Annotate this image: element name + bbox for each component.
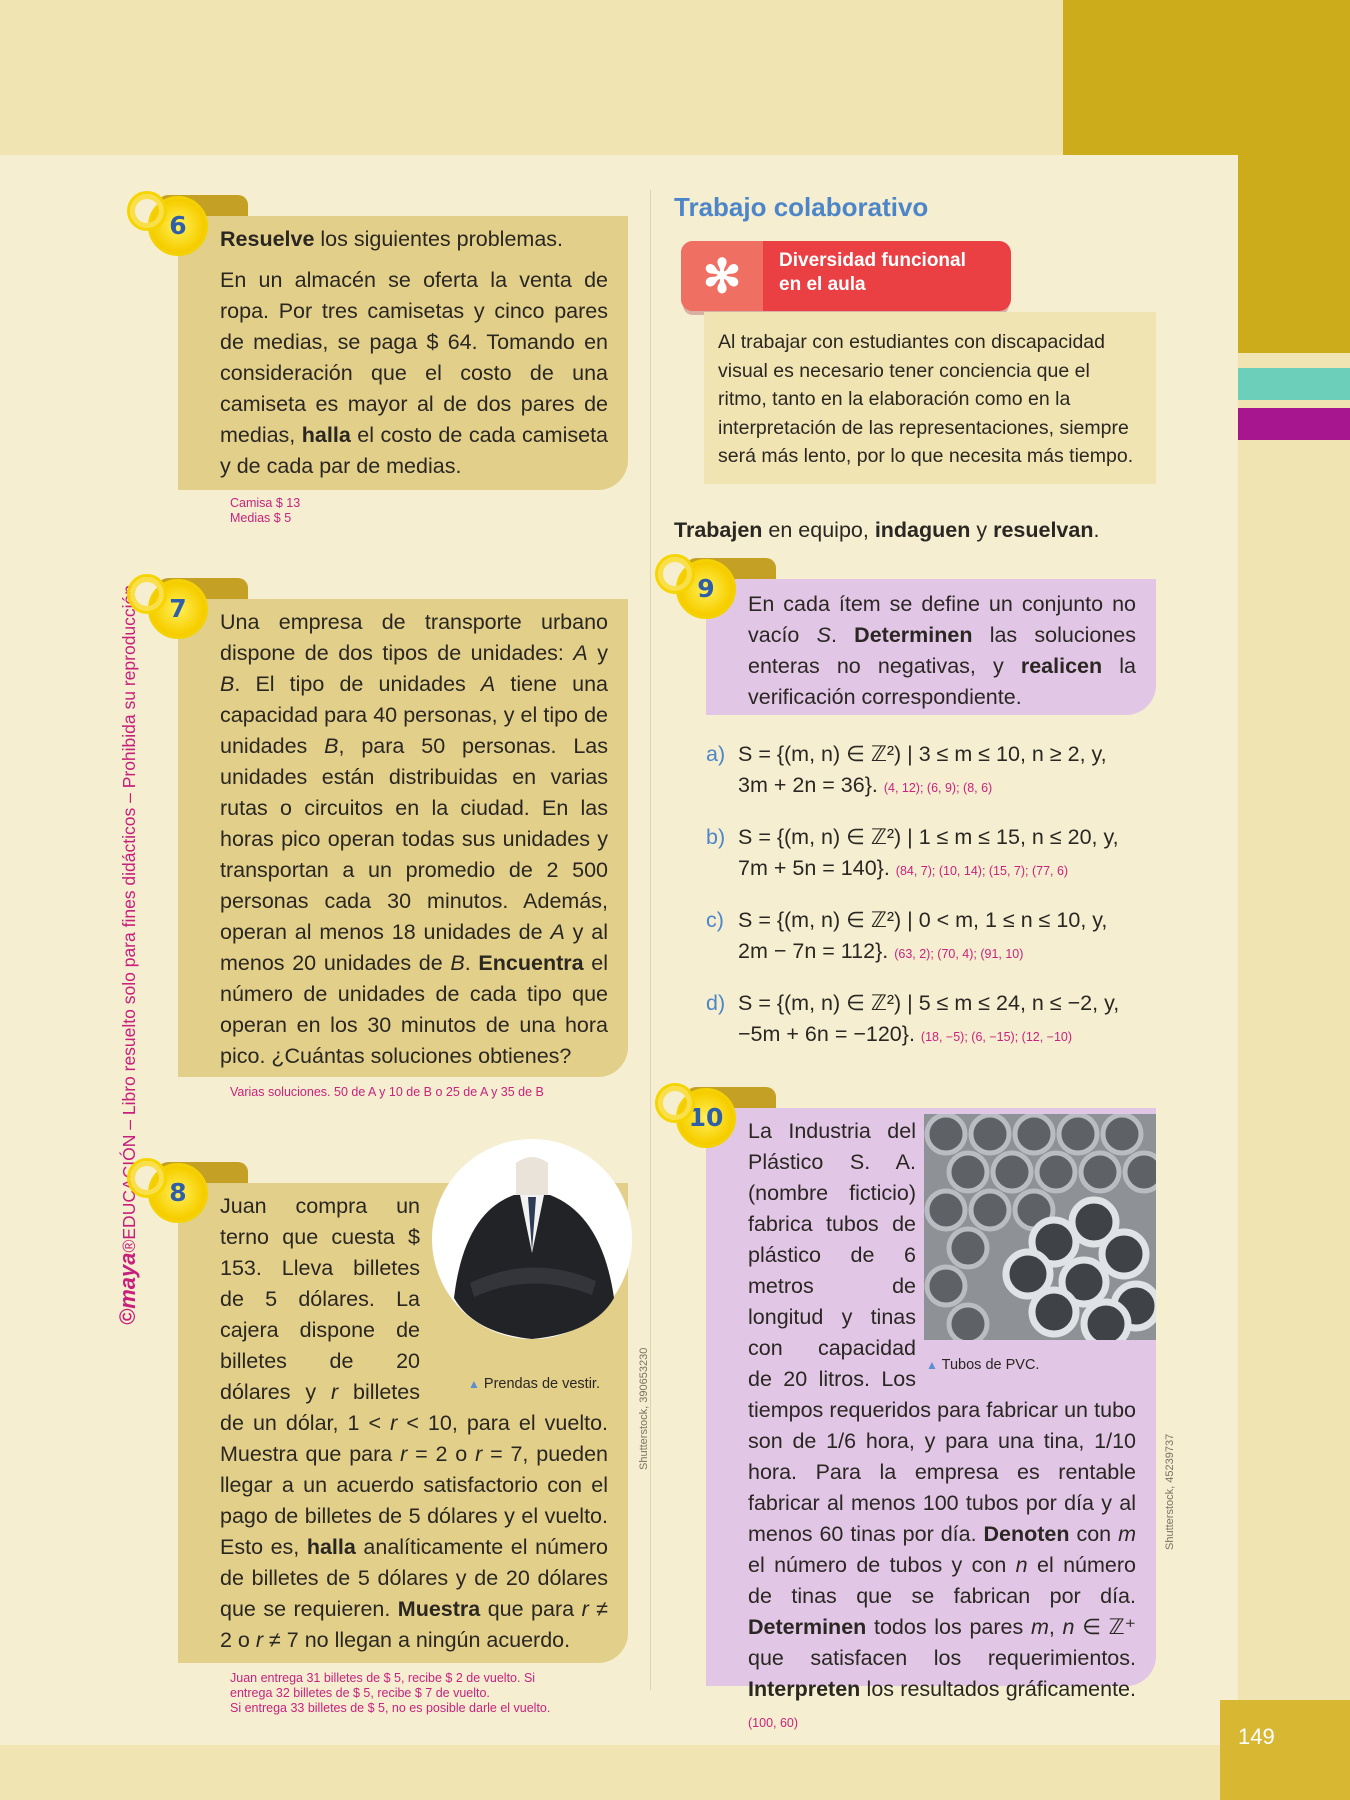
item-c-answer: (63, 2); (70, 4); (91, 10) xyxy=(894,947,1024,961)
p8-credit: Shutterstock, 390653230 xyxy=(638,1347,650,1470)
collab-instruction: Trabajen en equipo, indaguen y resuelvan. xyxy=(674,518,1100,542)
problem-7 xyxy=(178,599,628,1077)
p8-text: Juan compra un terno que cuesta $ 153. Lleva billetes de 5 dólares. La cajera dispone de billetes de 20 dólares y r billetes de un dólar, 1 < r < 10, para el vuelto. Muestra que para r = 2 o r = 7, pueden llegar a un acuerdo satisfactorio con el pago de billetes de 5 dólares y el vuelto. Esto es, halla analíticamente el número de billetes de 5 dólares y de 20 dólares que se requieren. Muestra que para r ≠ 2 o r ≠ 7 no llegan a ningún acuerdo. xyxy=(220,1194,609,1652)
magenta-tab xyxy=(1238,408,1350,440)
pipes-photo xyxy=(924,1114,1156,1340)
right-strip xyxy=(1238,353,1350,1800)
brand-logo: ©maya xyxy=(115,1252,140,1325)
p8-answer: Juan entrega 31 billetes de $ 5, recibe $ 2 de vuelto. Si entrega 32 billetes de $ 5, recibe $ 7 de vuelto. Si entrega 33 billetes de $ 5, no es posible darle el vuelto. xyxy=(230,1671,551,1715)
badge-8: 8 xyxy=(148,1163,208,1223)
problem-8 xyxy=(178,1183,628,1663)
item-a: a) S = {(m, n) ∈ ℤ²) | 3 ≤ m ≤ 10, n ≥ 2, y, 3m + 2n = 36}. (4, 12); (6, 9); (8, 6) xyxy=(706,742,1107,797)
copyright-text: ®EDUCACIÓN – Libro resuelto solo para fines didácticos – Prohibida su reproducción xyxy=(119,584,139,1253)
p7-text: Una empresa de transporte urbano dispone de dos tipos de unidades: A y B. El tipo de unidades A tiene una capacidad para 40 personas, y el tipo de unidades B, para 50 personas. Las unidades están distribuidas en varias rutas o circuitos en la ciudad. En las horas pico operan todas sus unidades y transportan a un promedio de 2 500 personas cada 30 minutos. Además, operan al menos 18 unidades de A y al menos 20 unidades de B. Encuentra el número de unidades de cada tipo que operan en los 30 minutos de una hora pico. ¿Cuántas soluciones obtienes? xyxy=(220,610,608,1068)
pipes-figure xyxy=(920,1114,1156,1374)
item-c: c) S = {(m, n) ∈ ℤ²) | 0 < m, 1 ≤ n ≤ 10, y, 2m − 7n = 112}. (63, 2); (70, 4); (91, 10) xyxy=(706,908,1108,963)
gold-corner xyxy=(1063,0,1350,155)
item-b-answer: (84, 7); (10, 14); (15, 7); (77, 6) xyxy=(895,864,1069,878)
teacher-note: Al trabajar con estudiantes con discapacidad visual es necesario tener conciencia que el ritmo, tanto en la elaboración como en la interpretación de las representaciones, siempre será más lento, por lo que necesita más tiempo. xyxy=(704,312,1156,484)
item-d-answer: (18, −5); (6, −15); (12, −10) xyxy=(920,1030,1073,1044)
item-b: b) S = {(m, n) ∈ ℤ²) | 1 ≤ m ≤ 15, n ≤ 20, y, 7m + 5n = 140}. (84, 7); (10, 14); (15, 7); (77, 6) xyxy=(706,825,1119,880)
header-line-2: en el aula xyxy=(779,274,866,295)
problem-6 xyxy=(178,216,628,490)
p6-text: En un almacén se oferta la venta de ropa. Por tres camisetas y cinco pares de medias, se paga $ 64. Tomando en consideración que el costo de una camiseta es mayor al de dos pares de medias, halla el costo de cada camiseta y de cada par de medias. xyxy=(220,268,608,478)
bottom-band xyxy=(0,1745,1350,1800)
page-number: 149 xyxy=(1220,1700,1350,1800)
badge-7: 7 xyxy=(148,579,208,639)
badge-6: 6 xyxy=(148,196,208,256)
badge-9: 9 xyxy=(676,559,736,619)
pipes-caption: ▲ Tubos de PVC. xyxy=(926,1357,1040,1373)
column-divider xyxy=(650,190,651,1690)
teal-tab xyxy=(1238,368,1350,400)
p9-text: En cada ítem se define un conjunto no vacío S. Determinen las soluciones enteras no negativas, y realicen la verificación correspondiente. xyxy=(748,592,1136,709)
header-line-1: Diversidad funcional xyxy=(779,250,966,271)
suit-figure xyxy=(428,1183,628,1395)
flower-icon: ✻ xyxy=(681,241,763,311)
triangle-icon: ▲ xyxy=(926,1358,938,1372)
item-a-answer: (4, 12); (6, 9); (8, 6) xyxy=(883,781,993,795)
problem-10 xyxy=(706,1108,1156,1730)
gold-side-block xyxy=(1238,155,1350,353)
suit-photo xyxy=(424,1133,640,1345)
p10-credit: Shutterstock, 45239737 xyxy=(1164,1433,1176,1550)
triangle-icon: ▲ xyxy=(468,1377,480,1391)
p10-text: La Industria del Plástico S. A. (nombre ficticio) fabrica tubos de plástico de 6 metros de longitud y tinas con capacidad de 20 litros. Los tiempos requeridos para fabricar un tubo son de 1/6 hora, y para una tina, 1/10 hora. Para la empresa es rentable fabricar al menos 100 tubos por día y al menos 60 tinas por día. Denoten con m el número de tubos y con n el número de tinas que se fabrican por día. Determinen todos los pares m, n ∈ ℤ⁺ que satisfacen los requerimientos. Interpreten los resultados gráficamente. (100, 60) xyxy=(748,1119,1136,1730)
p6-instruction: Resuelve los siguientes problemas. xyxy=(220,227,563,251)
p6-answer: Camisa $ 13 Medias $ 5 xyxy=(230,496,301,525)
section-title: Trabajo colaborativo xyxy=(674,192,929,222)
p7-answer: Varias soluciones. 50 de A y 10 de B o 25 de A y 35 de B xyxy=(230,1085,544,1099)
p10-answer: (100, 60) xyxy=(748,1716,799,1730)
item-d: d) S = {(m, n) ∈ ℤ²) | 5 ≤ m ≤ 24, n ≤ −2, y, −5m + 6n = −120}. (18, −5); (6, −15); (12, −10) xyxy=(706,991,1120,1046)
diversity-header xyxy=(681,241,1011,311)
badge-10: 10 xyxy=(676,1088,736,1148)
suit-caption: ▲ Prendas de vestir. xyxy=(468,1376,600,1392)
problem-9 xyxy=(706,579,1156,715)
